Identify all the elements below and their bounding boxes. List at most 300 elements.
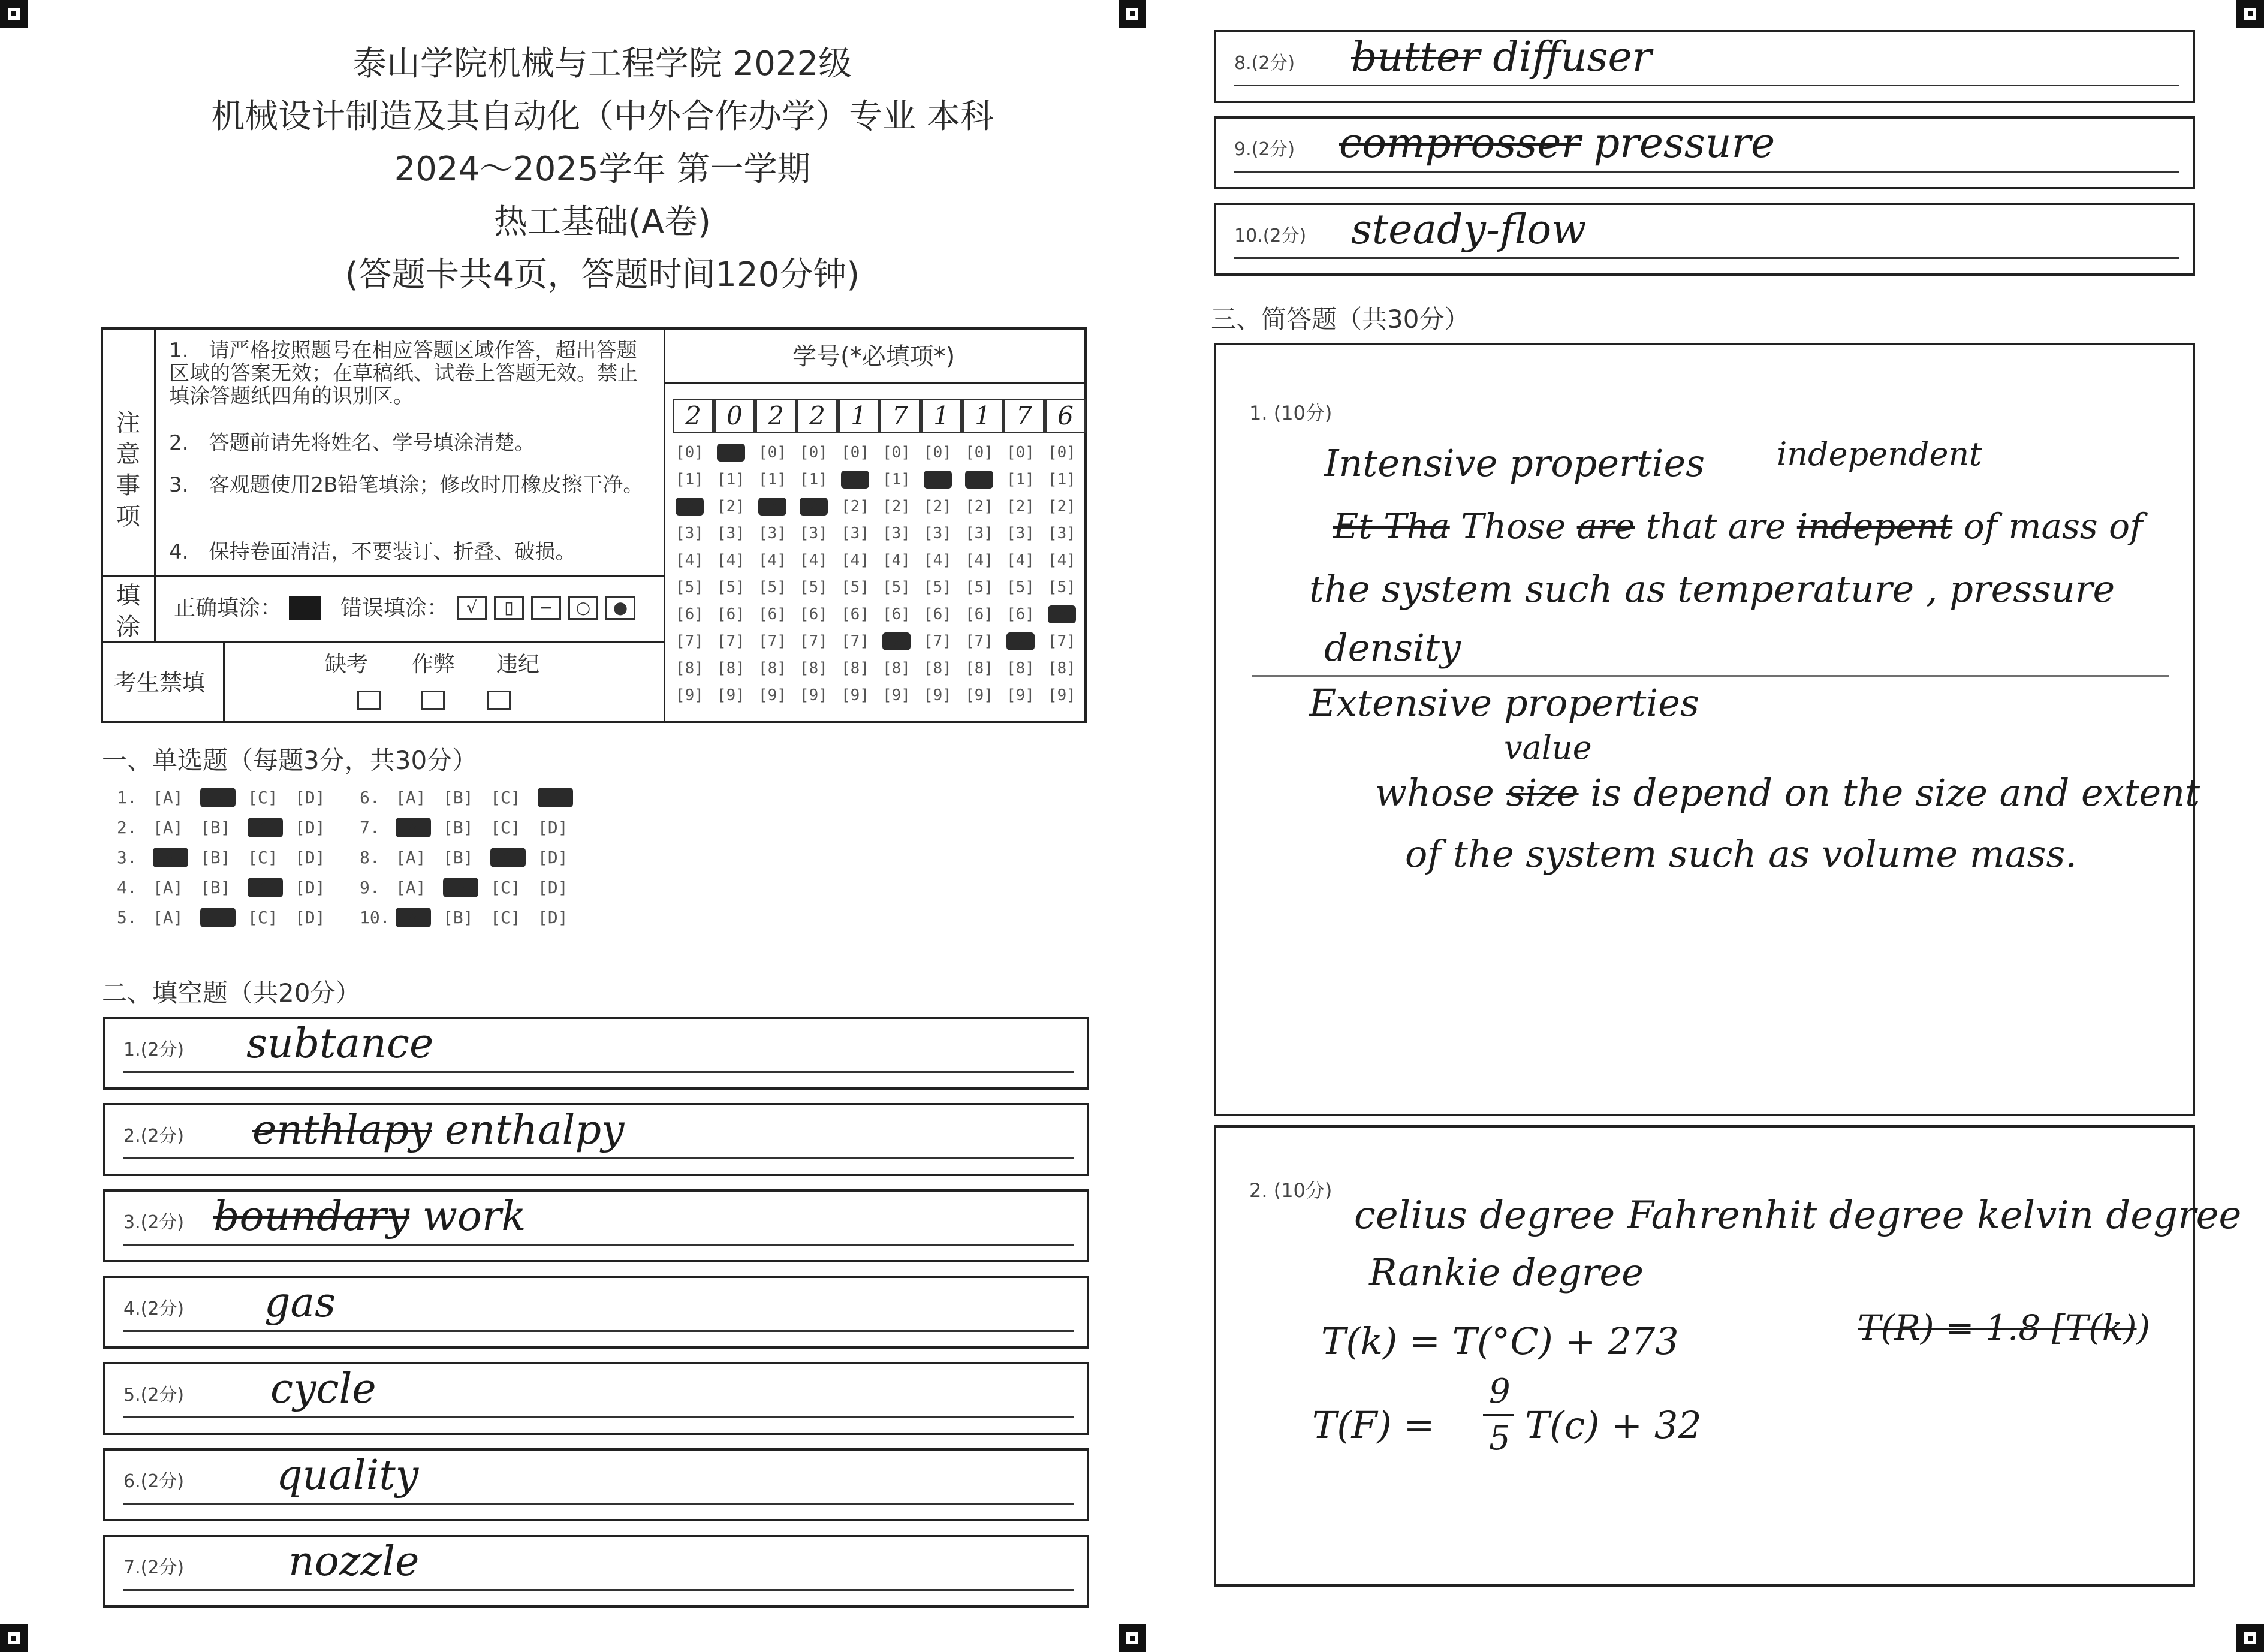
mc-option-bubble[interactable] bbox=[153, 818, 200, 837]
student-id-digit[interactable]: 1 bbox=[921, 399, 962, 433]
id-bubble[interactable]: [2] bbox=[965, 498, 993, 516]
id-bubble[interactable]: [3] bbox=[717, 524, 745, 542]
id-bubble[interactable]: [4] bbox=[800, 551, 828, 569]
id-bubble[interactable]: [0] bbox=[1048, 444, 1076, 462]
mc-option-label: [B] bbox=[443, 848, 474, 867]
mc-option-bubble[interactable] bbox=[248, 788, 295, 807]
id-bubble[interactable]: [0] bbox=[965, 444, 993, 462]
id-bubble[interactable]: [1] bbox=[676, 471, 704, 489]
id-bubble[interactable]: [8] bbox=[882, 659, 911, 677]
id-bubble[interactable]: [8] bbox=[965, 659, 993, 677]
id-bubble[interactable]: [5] bbox=[965, 578, 993, 596]
q1-struck-indepent: indepent bbox=[1796, 506, 1953, 547]
id-bubble[interactable]: [8] bbox=[800, 659, 828, 677]
mc-option-bubble[interactable] bbox=[538, 908, 585, 927]
id-bubble[interactable]: [6] bbox=[1006, 605, 1035, 623]
mc-option-bubble[interactable] bbox=[396, 908, 443, 927]
fill-answer-box[interactable] bbox=[1214, 203, 2195, 276]
q1-line-5: Extensive properties bbox=[1309, 681, 1699, 725]
q1-whose: whose bbox=[1375, 771, 1494, 815]
mc-option-bubble[interactable] bbox=[200, 878, 248, 897]
id-bubble[interactable]: [3] bbox=[841, 524, 869, 542]
q1-that-are: that are bbox=[1645, 506, 1786, 547]
id-bubble[interactable]: [5] bbox=[800, 578, 828, 596]
correct-fill-label: 正确填涂： bbox=[174, 596, 282, 620]
id-bubble[interactable]: [8] bbox=[924, 659, 952, 677]
fill-struck-text: butter bbox=[1351, 34, 1480, 81]
id-bubble[interactable]: [3] bbox=[758, 524, 786, 542]
id-bubble[interactable]: [2] bbox=[758, 498, 786, 516]
id-bubble[interactable]: [4] bbox=[841, 551, 869, 569]
id-bubble[interactable]: [9] bbox=[1048, 686, 1076, 704]
id-bubble[interactable]: [0] bbox=[800, 444, 828, 462]
short-answer-box-1[interactable] bbox=[1214, 343, 2200, 1116]
id-bubble[interactable]: [4] bbox=[882, 551, 911, 569]
fill-number: 10.(2分) bbox=[1234, 225, 1307, 246]
fill-underline bbox=[123, 1244, 1074, 1246]
fill-underline bbox=[123, 1503, 1074, 1505]
id-bubble[interactable]: [2] bbox=[717, 498, 745, 516]
q1-depend: depend on the size and extent bbox=[1633, 771, 2200, 815]
mc-option-label: [B] bbox=[200, 848, 231, 867]
fill-answer-box[interactable] bbox=[103, 1103, 1089, 1176]
mc-option-bubble[interactable] bbox=[200, 818, 248, 837]
corner-marker bbox=[2236, 1624, 2264, 1652]
id-bubble[interactable]: [7] bbox=[758, 632, 786, 650]
mc-option-bubble[interactable] bbox=[248, 818, 295, 837]
id-bubble[interactable]: [2] bbox=[841, 498, 869, 516]
id-bubble[interactable]: [6] bbox=[1048, 605, 1076, 623]
fill-answer-text: pressure bbox=[1593, 120, 1775, 167]
id-bubble[interactable]: [6] bbox=[882, 605, 911, 623]
id-bubble[interactable]: [9] bbox=[841, 686, 869, 704]
q2-paren: ) bbox=[2136, 1307, 2151, 1348]
id-bubble[interactable]: [6] bbox=[800, 605, 828, 623]
student-id-digit[interactable]: 2 bbox=[755, 399, 797, 433]
q1-insert-value: value bbox=[1504, 729, 1592, 767]
id-bubble[interactable]: [0] bbox=[924, 444, 952, 462]
id-bubble[interactable]: [6] bbox=[965, 605, 993, 623]
fill-number: 3.(2分) bbox=[123, 1212, 185, 1233]
id-bubble[interactable]: [8] bbox=[717, 659, 745, 677]
id-bubble[interactable]: [4] bbox=[965, 551, 993, 569]
id-bubble[interactable]: [5] bbox=[1048, 578, 1076, 596]
id-bubble[interactable]: [3] bbox=[924, 524, 952, 542]
mc-option-label: [C] bbox=[490, 848, 526, 867]
mc-option-bubble[interactable] bbox=[248, 908, 295, 927]
id-bubble[interactable]: [9] bbox=[1006, 686, 1035, 704]
id-bubble[interactable]: [1] bbox=[758, 471, 786, 489]
id-bubble[interactable]: [8] bbox=[758, 659, 786, 677]
mc-option-bubble[interactable] bbox=[295, 788, 342, 807]
id-bubble[interactable]: [0] bbox=[882, 444, 911, 462]
id-bubble[interactable]: [7] bbox=[924, 632, 952, 650]
header-line-3: 2024～2025学年 第一学期 bbox=[394, 150, 811, 189]
id-bubble[interactable]: [2] bbox=[882, 498, 911, 516]
mc-option-bubble[interactable] bbox=[396, 848, 443, 867]
mc-number: 4. bbox=[117, 878, 137, 897]
id-bubble[interactable]: [5] bbox=[841, 578, 869, 596]
mc-option-label: [A] bbox=[153, 788, 183, 807]
fill-underline bbox=[123, 1157, 1074, 1159]
fill-underline bbox=[123, 1589, 1074, 1591]
fill-answer-text: quality bbox=[276, 1452, 419, 1499]
corner-marker bbox=[1119, 0, 1146, 28]
id-bubble[interactable]: [3] bbox=[800, 524, 828, 542]
id-bubble[interactable]: [9] bbox=[758, 686, 786, 704]
notice-3: 3. 客观题使用2B铅笔填涂；修改时用橡皮擦干净。 bbox=[169, 473, 644, 497]
mc-option-bubble[interactable] bbox=[490, 788, 538, 807]
id-bubble[interactable]: [1] bbox=[800, 471, 828, 489]
id-bubble[interactable]: [5] bbox=[924, 578, 952, 596]
mc-option-label: [A] bbox=[153, 818, 183, 837]
id-bubble[interactable]: [9] bbox=[676, 686, 704, 704]
fill-number: 8.(2分) bbox=[1234, 53, 1295, 74]
q1-line-4: density bbox=[1324, 626, 1461, 670]
mc-option-label: [A] bbox=[396, 878, 426, 897]
mc-option-label: [C] bbox=[248, 848, 278, 867]
mc-question bbox=[117, 818, 342, 837]
id-bubble[interactable]: [6] bbox=[924, 605, 952, 623]
fill-answer-box[interactable] bbox=[103, 1448, 1089, 1521]
mc-option-bubble[interactable] bbox=[490, 848, 538, 867]
id-bubble[interactable]: [1] bbox=[965, 471, 993, 489]
mc-question bbox=[360, 818, 585, 837]
mc-question bbox=[360, 878, 585, 897]
forbid-checkbox-cheat[interactable] bbox=[421, 691, 445, 710]
id-bubble[interactable]: [6] bbox=[841, 605, 869, 623]
forbid-checkbox-violation[interactable] bbox=[487, 691, 511, 710]
mc-option-bubble[interactable] bbox=[396, 878, 443, 897]
q1-divider-stroke bbox=[1252, 675, 2169, 677]
mc-option-bubble[interactable] bbox=[538, 878, 585, 897]
id-bubble[interactable]: [3] bbox=[676, 524, 704, 542]
mc-option-bubble[interactable] bbox=[396, 818, 443, 837]
mc-option-bubble[interactable] bbox=[153, 908, 200, 927]
mc-option-label: [D] bbox=[295, 848, 325, 867]
q1-struck-size: size bbox=[1506, 771, 1579, 815]
corner-marker bbox=[0, 0, 28, 28]
id-bubble[interactable]: [9] bbox=[924, 686, 952, 704]
id-bubble[interactable]: [3] bbox=[1006, 524, 1035, 542]
id-bubble[interactable]: [6] bbox=[758, 605, 786, 623]
id-bubble[interactable]: [4] bbox=[717, 551, 745, 569]
mc-option-label: [C] bbox=[248, 788, 278, 807]
mc-question bbox=[360, 788, 585, 807]
mc-option-label: [B] bbox=[443, 818, 474, 837]
mc-option-bubble[interactable] bbox=[538, 848, 585, 867]
fill-underline bbox=[123, 1416, 1074, 1418]
id-bubble[interactable]: [5] bbox=[758, 578, 786, 596]
fill-answer-box[interactable] bbox=[1214, 30, 2195, 103]
mc-question bbox=[117, 848, 342, 867]
id-bubble[interactable]: [1] bbox=[1048, 471, 1076, 489]
q2-frac-bar bbox=[1483, 1414, 1514, 1416]
mc-option-bubble[interactable] bbox=[153, 848, 200, 867]
wrong-fill-sample: √ bbox=[457, 596, 487, 620]
q2-frac-den: 5 bbox=[1489, 1419, 1511, 1458]
mc-option-label: [C] bbox=[248, 908, 278, 927]
mc-option-bubble[interactable] bbox=[153, 878, 200, 897]
id-bubble[interactable]: [7] bbox=[1006, 632, 1035, 650]
mc-option-label: [C] bbox=[248, 878, 283, 897]
mc-option-label: [D] bbox=[538, 818, 568, 837]
wrong-fill-sample: − bbox=[531, 596, 561, 620]
student-id-digit[interactable]: 7 bbox=[879, 399, 921, 433]
mc-option-bubble[interactable] bbox=[443, 848, 490, 867]
info-table bbox=[101, 327, 1087, 723]
q1-of-mass-of: of mass of bbox=[1963, 506, 2143, 547]
mc-option-label: [D] bbox=[538, 788, 573, 807]
mc-option-label: [C] bbox=[490, 788, 521, 807]
fill-underline bbox=[1234, 171, 2179, 173]
fill-struck-text: comprosser bbox=[1339, 120, 1581, 167]
mc-option-label: [A] bbox=[396, 788, 426, 807]
fill-answer-text: nozzle bbox=[288, 1538, 420, 1585]
fill-number: 6.(2分) bbox=[123, 1471, 185, 1492]
mc-question bbox=[360, 848, 585, 867]
mc-option-bubble[interactable] bbox=[443, 818, 490, 837]
mc-option-bubble[interactable] bbox=[490, 818, 538, 837]
notice-label: 注意事项 bbox=[116, 409, 140, 530]
id-bubble[interactable]: [8] bbox=[676, 659, 704, 677]
fill-answer-text: enthalpy bbox=[445, 1107, 625, 1154]
id-bubble[interactable]: [2] bbox=[676, 498, 704, 516]
id-bubble[interactable]: [7] bbox=[717, 632, 745, 650]
forbid-item-absent: 缺考 bbox=[325, 652, 369, 677]
q1-struck-are: are bbox=[1576, 506, 1635, 547]
mc-option-label: [D] bbox=[295, 878, 325, 897]
id-bubble[interactable]: [6] bbox=[676, 605, 704, 623]
id-bubble[interactable]: [7] bbox=[1048, 632, 1076, 650]
id-bubble[interactable]: [5] bbox=[1006, 578, 1035, 596]
header-line-4: 热工基础(A卷) bbox=[493, 203, 711, 242]
id-bubble[interactable]: [7] bbox=[882, 632, 911, 650]
short-answer-box-2[interactable] bbox=[1214, 1125, 2242, 1587]
fill-number: 9.(2分) bbox=[1234, 139, 1295, 160]
fill-answer-box[interactable] bbox=[103, 1017, 1089, 1090]
mc-option-label: [A] bbox=[153, 878, 183, 897]
id-bubble[interactable]: [2] bbox=[1048, 498, 1076, 516]
mc-number: 1. bbox=[117, 788, 137, 807]
mc-number: 3. bbox=[117, 848, 137, 867]
notice-4: 4. 保持卷面清洁，不要装订、折叠、破损。 bbox=[169, 540, 576, 564]
fill-underline bbox=[1234, 85, 2179, 86]
mc-option-label: [A] bbox=[396, 848, 426, 867]
id-bubble[interactable]: [4] bbox=[758, 551, 786, 569]
id-bubble[interactable]: [5] bbox=[676, 578, 704, 596]
mc-option-label: [D] bbox=[295, 818, 325, 837]
fill-underline bbox=[1234, 257, 2179, 259]
fill-number: 7.(2分) bbox=[123, 1557, 185, 1578]
id-bubble[interactable]: [0] bbox=[841, 444, 869, 462]
id-bubble[interactable]: [3] bbox=[882, 524, 911, 542]
fill-answer-box[interactable] bbox=[1214, 116, 2195, 189]
mc-question bbox=[117, 788, 342, 807]
header-line-5: (答题卡共4页，答题时间120分钟) bbox=[345, 255, 860, 294]
id-bubble[interactable]: [5] bbox=[882, 578, 911, 596]
mc-question bbox=[117, 878, 342, 897]
corner-marker bbox=[0, 1624, 28, 1652]
mc-option-label: [B] bbox=[443, 788, 474, 807]
id-bubble[interactable]: [7] bbox=[841, 632, 869, 650]
mc-option-label: [A] bbox=[153, 908, 183, 927]
fill-struck-text: boundary bbox=[213, 1193, 410, 1240]
id-bubble[interactable]: [0] bbox=[676, 444, 704, 462]
id-bubble[interactable]: [9] bbox=[882, 686, 911, 704]
student-id-digit[interactable]: 0 bbox=[714, 399, 755, 433]
mc-title: 一、单选题（每题3分，共30分） bbox=[102, 746, 478, 775]
id-bubble[interactable]: [2] bbox=[800, 498, 828, 516]
q1-line-7: of the system such as volume mass. bbox=[1405, 832, 2077, 876]
mc-number: 9. bbox=[360, 878, 380, 897]
forbid-item-cheat: 作弊 bbox=[412, 652, 456, 677]
id-bubble[interactable]: [1] bbox=[924, 471, 952, 489]
fill-number: 1.(2分) bbox=[123, 1039, 185, 1060]
mc-option-bubble[interactable] bbox=[200, 788, 248, 807]
fill-answer-box[interactable] bbox=[103, 1362, 1089, 1435]
fill-number: 2.(2分) bbox=[123, 1126, 185, 1147]
mc-option-label: [C] bbox=[248, 818, 283, 837]
fill-answer-text: gas bbox=[264, 1279, 336, 1327]
header-line-2: 机械设计制造及其自动化（中外合作办学）专业 本科 bbox=[211, 97, 994, 136]
id-bubble[interactable]: [0] bbox=[1006, 444, 1035, 462]
wrong-fill-sample: ○ bbox=[568, 596, 598, 620]
q2-line-2: Rankie degree bbox=[1369, 1250, 1644, 1294]
mc-option-label: [B] bbox=[200, 818, 231, 837]
mc-option-bubble[interactable] bbox=[490, 878, 538, 897]
id-bubble[interactable]: [1] bbox=[882, 471, 911, 489]
forbid-checkbox-absent[interactable] bbox=[357, 691, 381, 710]
forbid-item-violation: 违纪 bbox=[496, 652, 540, 677]
student-id-digit[interactable]: 2 bbox=[673, 399, 714, 433]
id-bubble[interactable]: [7] bbox=[800, 632, 828, 650]
fill-answer-text: work bbox=[422, 1193, 526, 1240]
fill-answer-text: cycle bbox=[270, 1365, 376, 1413]
student-id-digit[interactable]: 1 bbox=[962, 399, 1003, 433]
id-bubble[interactable]: [1] bbox=[717, 471, 745, 489]
q1-line-3: the system such as temperature , pressure bbox=[1309, 567, 2115, 611]
student-id-digit[interactable]: 1 bbox=[838, 399, 879, 433]
id-bubble[interactable]: [8] bbox=[841, 659, 869, 677]
q2-line-1: celius degree Fahrenhit degree kelvin degree bbox=[1354, 1193, 2242, 1238]
wrong-fill-sample: ▯ bbox=[494, 596, 524, 620]
fill-answer-text: diffuser bbox=[1493, 34, 1652, 81]
id-bubble[interactable]: [9] bbox=[965, 686, 993, 704]
mc-option-bubble[interactable] bbox=[200, 848, 248, 867]
mc-option-label: [D] bbox=[538, 908, 568, 927]
mc-option-bubble[interactable] bbox=[153, 788, 200, 807]
mc-option-bubble[interactable] bbox=[200, 908, 248, 927]
mc-option-label: [B] bbox=[200, 878, 231, 897]
fill-answer-box[interactable] bbox=[103, 1535, 1089, 1608]
mc-number: 5. bbox=[117, 908, 137, 927]
notice-1: 1. 请严格按照题号在相应答题区域作答，超出答题区域的答案无效；在草稿纸、试卷上答题无效。禁止填涂答题纸四角的识别区。 bbox=[169, 339, 638, 408]
student-id-label: 学号(*必填项*) bbox=[792, 343, 955, 370]
fill-answer-text: steady-flow bbox=[1351, 206, 1587, 254]
id-bubble[interactable]: [6] bbox=[717, 605, 745, 623]
corner-marker bbox=[2236, 0, 2264, 28]
mc-number: 10. bbox=[360, 908, 390, 927]
mc-option-bubble[interactable] bbox=[538, 788, 585, 807]
id-bubble[interactable]: [7] bbox=[965, 632, 993, 650]
mc-option-label: [D] bbox=[538, 878, 568, 897]
mc-option-bubble[interactable] bbox=[538, 818, 585, 837]
id-bubble[interactable]: [2] bbox=[1006, 498, 1035, 516]
mc-option-bubble[interactable] bbox=[490, 908, 538, 927]
mc-option-bubble[interactable] bbox=[396, 788, 443, 807]
q1-struck-1: Et Tha bbox=[1333, 506, 1450, 547]
mc-option-label: [C] bbox=[490, 908, 521, 927]
id-bubble[interactable]: [0] bbox=[717, 444, 745, 462]
mc-option-bubble[interactable] bbox=[443, 788, 490, 807]
id-bubble[interactable]: [0] bbox=[758, 444, 786, 462]
id-bubble[interactable]: [7] bbox=[676, 632, 704, 650]
mc-number: 2. bbox=[117, 818, 137, 837]
mc-option-bubble[interactable] bbox=[295, 908, 342, 927]
mc-number: 7. bbox=[360, 818, 380, 837]
mc-option-bubble[interactable] bbox=[443, 908, 490, 927]
student-id-digit[interactable]: 2 bbox=[797, 399, 838, 433]
fill-underline bbox=[123, 1071, 1074, 1073]
mc-option-bubble[interactable] bbox=[248, 848, 295, 867]
mc-option-bubble[interactable] bbox=[248, 878, 295, 897]
wrong-fill-sample: ● bbox=[605, 596, 635, 620]
fill-label: 填涂 bbox=[116, 582, 140, 641]
student-id-digit[interactable]: 6 bbox=[1045, 399, 1086, 433]
id-bubble[interactable]: [3] bbox=[965, 524, 993, 542]
fill-answer-box[interactable] bbox=[103, 1189, 1089, 1262]
id-bubble[interactable]: [9] bbox=[717, 686, 745, 704]
mc-option-bubble[interactable] bbox=[295, 818, 342, 837]
id-bubble[interactable]: [4] bbox=[1006, 551, 1035, 569]
mc-option-label: [A] bbox=[396, 908, 431, 927]
fill-number: 4.(2分) bbox=[123, 1298, 185, 1319]
mc-option-bubble[interactable] bbox=[295, 848, 342, 867]
short-q1-number: 1. (10分) bbox=[1249, 402, 1333, 424]
q1-those: Those bbox=[1461, 506, 1566, 547]
correct-fill-sample bbox=[289, 596, 321, 620]
id-bubble[interactable]: [4] bbox=[1048, 551, 1076, 569]
id-bubble[interactable]: [1] bbox=[841, 471, 869, 489]
mc-option-label: [A] bbox=[153, 848, 188, 867]
id-bubble[interactable]: [8] bbox=[1006, 659, 1035, 677]
mc-option-label: [B] bbox=[200, 908, 236, 927]
fill-answer-box[interactable] bbox=[103, 1276, 1089, 1349]
id-bubble[interactable]: [3] bbox=[1048, 524, 1076, 542]
id-bubble[interactable]: [2] bbox=[924, 498, 952, 516]
q2-struck-formula: T(R) = 1.8 [T(k) bbox=[1858, 1307, 2137, 1348]
mc-option-label: [B] bbox=[443, 908, 474, 927]
id-bubble[interactable]: [5] bbox=[717, 578, 745, 596]
mc-option-bubble[interactable] bbox=[443, 878, 490, 897]
mc-option-bubble[interactable] bbox=[295, 878, 342, 897]
id-bubble[interactable]: [9] bbox=[800, 686, 828, 704]
mc-option-label: [B] bbox=[200, 788, 236, 807]
id-bubble[interactable]: [4] bbox=[676, 551, 704, 569]
student-id-digit[interactable]: 7 bbox=[1003, 399, 1045, 433]
id-bubble[interactable]: [1] bbox=[1006, 471, 1035, 489]
q2-line-4b: T(c) + 32 bbox=[1525, 1403, 1702, 1447]
mc-question bbox=[360, 908, 585, 927]
wrong-fill-label: 错误填涂： bbox=[340, 596, 449, 620]
id-bubble[interactable]: [4] bbox=[924, 551, 952, 569]
id-bubble[interactable]: [8] bbox=[1048, 659, 1076, 677]
mc-option-label: [D] bbox=[295, 788, 325, 807]
mc-number: 8. bbox=[360, 848, 380, 867]
fill-answer-text: subtance bbox=[246, 1020, 434, 1068]
mc-option-label: [C] bbox=[490, 878, 521, 897]
